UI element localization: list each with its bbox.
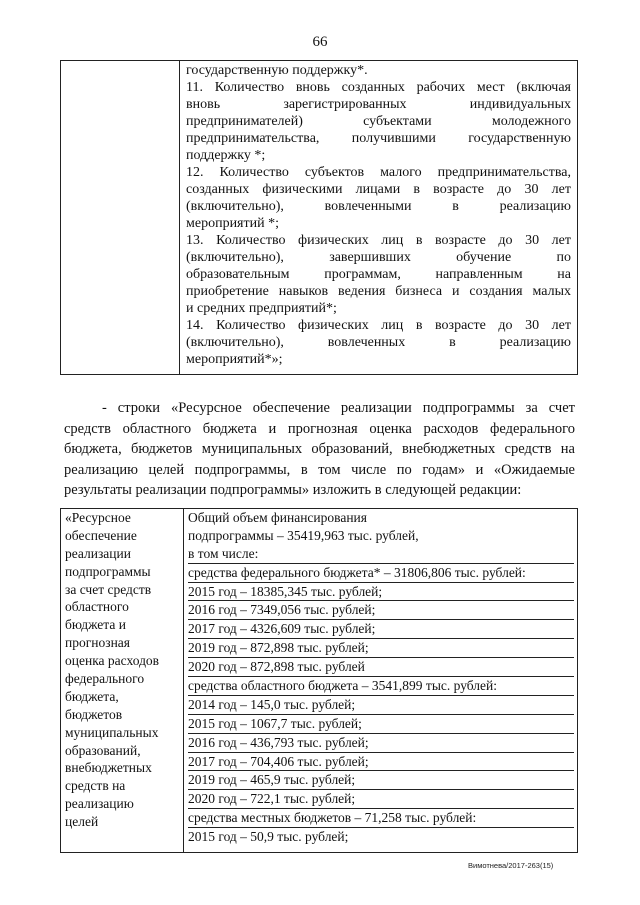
table2-label-line: образований,	[65, 742, 141, 758]
table2-label-line: за счет средств	[65, 581, 152, 597]
table2-label-line: реализацию	[65, 796, 134, 812]
table2-label-line: бюджета,	[65, 688, 119, 704]
table2-funding-line: 2014 год – 145,0 тыс. рублей;	[188, 696, 574, 715]
table2-label-line: подпрограммы	[65, 563, 151, 579]
table2-label-line: внебюджетных	[65, 760, 152, 776]
table2-label-line: средств на	[65, 778, 126, 794]
table2-label-line: бюджета и	[65, 617, 126, 633]
table2-left-cell	[61, 509, 184, 853]
table1-line: (включительно), вовлеченных в реализацию	[186, 335, 571, 350]
table2-funding-line: 2015 год – 50,9 тыс. рублей;	[188, 829, 349, 845]
table2-funding-line: средства местных бюджетов – 71,258 тыс. рублей:	[188, 809, 574, 828]
table1-line: 13. Количество физических лиц в возрасте до 30 лет	[186, 233, 571, 248]
paragraph-line: реализацию целей подпрограммы, в том числе по годам» и «Ожидаемые	[64, 461, 575, 478]
table2-right-cell	[184, 509, 578, 853]
table2-label-line: бюджетов	[65, 706, 123, 722]
table2-label-line: реализации	[65, 545, 131, 561]
table2-label-line: областного	[65, 599, 129, 615]
table1-line: предпринимателей) субъектами молодежного	[186, 114, 571, 129]
document-footer-code: Вимотнева/2017-263(15)	[468, 861, 554, 870]
table2-label-line: оценка расходов	[65, 653, 160, 669]
table2-label-line: прогнозная	[65, 635, 130, 651]
table1-left-cell	[61, 61, 180, 375]
table2-label-line: «Ресурсное	[65, 510, 131, 525]
table2-funding-line: 2017 год – 4326,609 тыс. рублей;	[188, 620, 574, 639]
table2-funding-line: 2019 год – 872,898 тыс. рублей;	[188, 639, 574, 658]
table2-funding-line: 2017 год – 704,406 тыс. рублей;	[188, 753, 574, 772]
table1-line: 11. Количество вновь созданных рабочих мест (включая	[186, 80, 571, 95]
table1-line: образовательным программам, направленным на	[186, 267, 571, 282]
table1-line: созданных физическими лицами в возрасте до 30 лет	[186, 182, 571, 197]
table2-funding-line: средства областного бюджета – 3541,899 тыс. рублей:	[188, 677, 574, 696]
paragraph-line: бюджета, бюджетов муниципальных образований, внебюджетных средств на	[64, 441, 575, 457]
paragraph-line: результаты реализации подпрограммы» изложить в следующей редакции:	[64, 482, 522, 498]
table-continuation	[60, 60, 578, 375]
amendment-paragraph	[64, 398, 575, 501]
table2-funding-line: 2020 год – 872,898 тыс. рублей	[188, 658, 574, 677]
page-number: 66	[312, 34, 328, 50]
table2-funding-line: 2016 год – 7349,056 тыс. рублей;	[188, 601, 574, 620]
table2-funding-line: подпрограммы – 35419,963 тыс. рублей,	[188, 527, 419, 543]
table2-label-line: федерального	[65, 671, 145, 687]
paragraph-line: - строки «Ресурсное обеспечение реализации подпрограммы за счет	[102, 400, 575, 416]
table1-line: 12. Количество субъектов малого предпринимательства,	[186, 165, 571, 180]
table-resource-provision	[60, 508, 578, 853]
table1-line: (включительно), завершивших обучение по	[186, 250, 571, 265]
table2-funding-line: в том числе:	[188, 545, 574, 564]
table2-funding-line: 2015 год – 18385,345 тыс. рублей;	[188, 583, 574, 602]
table1-line: государственную поддержку*.	[186, 63, 368, 78]
table1-line: мероприятий*»;	[186, 352, 283, 367]
table2-funding-line: 2016 год – 436,793 тыс. рублей;	[188, 734, 574, 753]
table1-line: мероприятий *;	[186, 216, 279, 231]
table2-label-line: целей	[65, 814, 99, 830]
table2-funding-line: Общий объем финансирования	[188, 510, 367, 525]
table1-line: приобретение навыков ведения бизнеса и создания малых	[186, 284, 571, 299]
table2-label-line: муниципальных	[65, 724, 159, 740]
table1-line: (включительно), вовлеченными в реализацию	[186, 199, 571, 214]
table2-funding-line: средства федерального бюджета* – 31806,806 тыс. рублей:	[188, 564, 574, 583]
table1-line: вновь зарегистрированных индивидуальных	[186, 97, 571, 112]
table1-line: поддержку *;	[186, 148, 266, 163]
paragraph-line: средств областного бюджета и прогнозная оценка расходов федерального	[64, 420, 575, 437]
table2-label-line: обеспечение	[65, 527, 137, 543]
table2-funding-line: 2020 год – 722,1 тыс. рублей;	[188, 790, 574, 809]
table1-line: и средних предприятий*;	[186, 301, 337, 316]
table1-right-cell	[180, 61, 578, 375]
table1-line: 14. Количество физических лиц в возрасте до 30 лет	[186, 318, 571, 333]
table1-line: предпринимательства, получившими государственную	[186, 131, 571, 146]
table2-funding-line: 2015 год – 1067,7 тыс. рублей;	[188, 715, 574, 734]
table2-funding-line: 2019 год – 465,9 тыс. рублей;	[188, 771, 574, 790]
